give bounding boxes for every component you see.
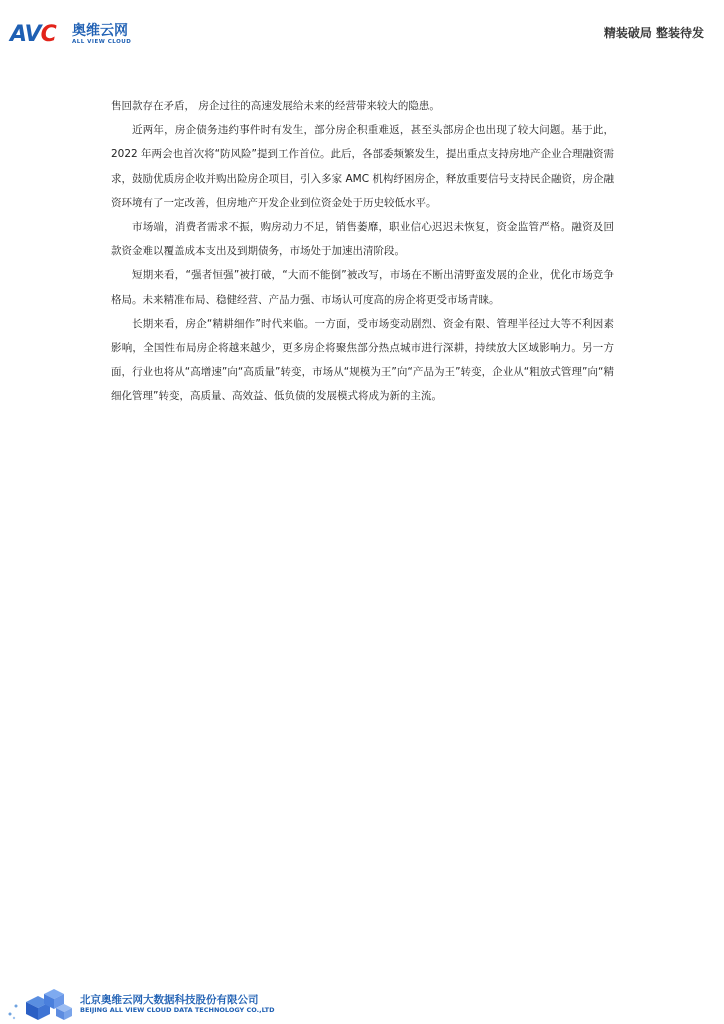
avc-logo xyxy=(10,20,190,50)
logo-en-text: ALL VIEW CLOUD xyxy=(72,39,132,45)
paragraph-5: 长期来看，房企“精耕细作”时代来临。一方面，受市场变动剧烈、资金有限、管理半径过大等不利因素影响，全国性布局房企将越来越少，更多房企将聚焦部分热点城市进行深耕，持续放大区域影响力。另一方面，行业也将从“高增速”向“高质量”转变，市场从“规模为王”向“产品为王”转变，企业从“粗放式管理”向“精细化管理”转变，高质量、高效益、低负债的发展模式将成为新的主流。 xyxy=(111,317,614,403)
body-text xyxy=(111,94,614,409)
document-title: 精装破局 整装待发 xyxy=(603,26,704,40)
cube-graphic-icon xyxy=(4,984,78,1022)
paragraph-2: 近两年，房企债务违约事件时有发生，部分房企积重难返，甚至头部房企也出现了较大问题。基于此，2022 年两会也首次将“防风险”提到工作首位。此后，各部委频繁发生，提出重点支持房地产企业合理融资需求，鼓励优质房企收并购出险房企项目，引入多家 AMC 机构纾困房企，释放重要信号支持民企融资，房企融资环境有了一定改善，但房地产开发企业到位资金处于历史较低水平。 xyxy=(111,124,614,209)
logo-mark: AVC xyxy=(10,22,56,47)
company-name-cn: 北京奥维云网大数据科技股份有限公司 xyxy=(80,994,259,1006)
company-name-en: BEIJING ALL VIEW CLOUD DATA TECHNOLOGY CO.,LTD xyxy=(80,1006,275,1014)
paragraph-4: 短期来看，“强者恒强”被打破，“大而不能倒”被改写，市场在不断出清野蛮发展的企业，优化市场竞争格局。未来精准布局、稳健经营、产品力强、市场认可度高的房企将更受市场青睐。 xyxy=(111,269,614,306)
paragraph-1: 售回款存在矛盾， 房企过往的高速发展给未来的经营带来较大的隐患。 xyxy=(111,100,440,112)
page-header xyxy=(0,0,724,60)
paragraph-3: 市场端，消费者需求不振，购房动力不足，销售萎靡，职业信心迟迟未恢复，资金监管严格。融资及回款资金难以覆盖成本支出及到期债务，市场处于加速出清阶段。 xyxy=(111,221,614,258)
logo-cn-text: 奥维云网 xyxy=(72,23,128,39)
page-footer xyxy=(0,980,724,1024)
